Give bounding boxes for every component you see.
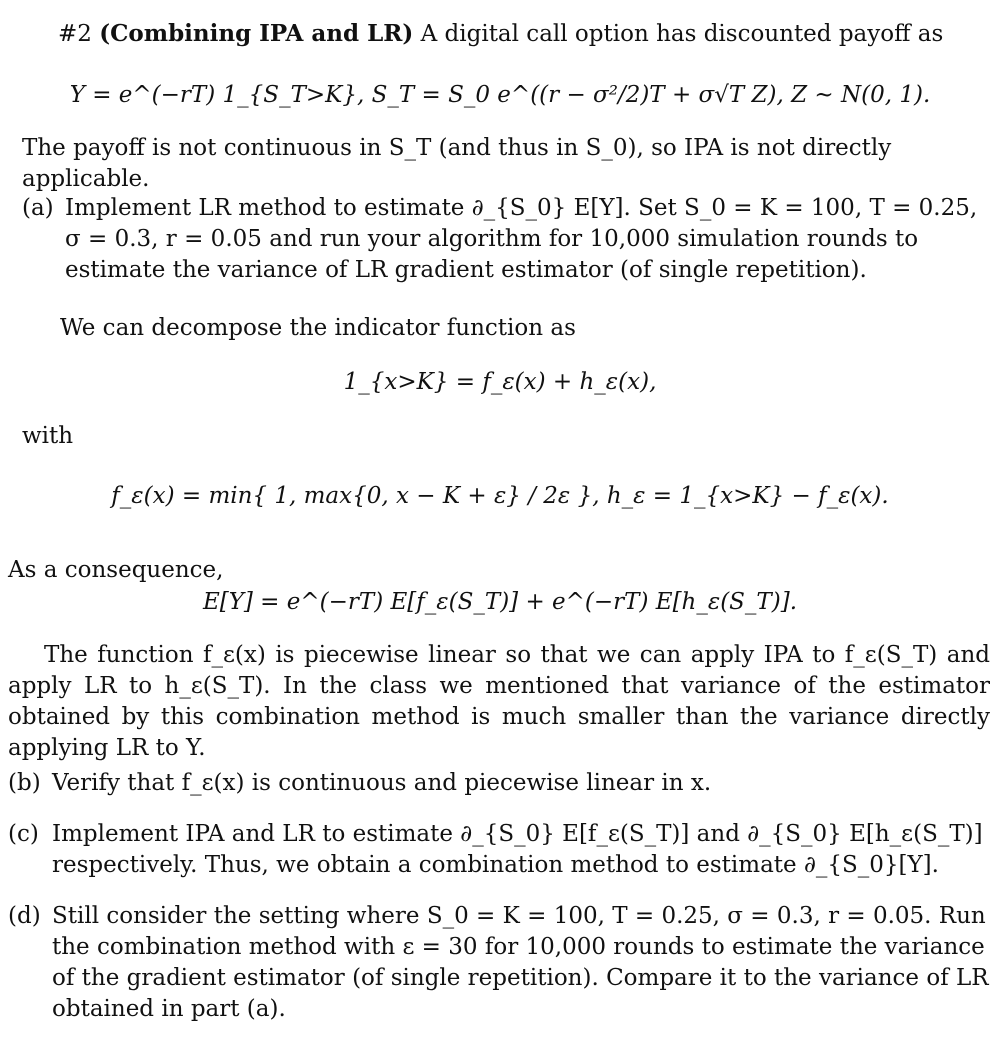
part-b xyxy=(8,768,990,799)
part-a-label: (a) xyxy=(22,195,54,221)
part-a xyxy=(8,193,990,286)
part-c-label: (c) xyxy=(8,821,39,847)
problem-title: (Combining IPA and LR) xyxy=(99,20,414,47)
not-continuous-text: The payoff is not continuous in S_T (and thus in S_0), so IPA is not directly applicable. xyxy=(22,135,892,192)
payoff-equation: Y = e^(−rT) 1_{S_T>K}, S_T = S_0 e^((r − σ²/2)T + σ√T Z), Z ~ N(0, 1). xyxy=(69,82,931,108)
consequence-text: As a consequence, xyxy=(8,557,224,583)
part-a-text: Implement LR method to estimate ∂_{S_0} E[Y]. Set S_0 = K = 100, T = 0.25, σ = 0.3, r = 0.05 and run your algorithm for 10,000 simulation rounds to estimate the variance of LR gradient estimator (of single repetition). xyxy=(65,195,978,283)
problem-number: #2 xyxy=(58,21,92,47)
part-c-text: Implement IPA and LR to estimate ∂_{S_0} E[f_ε(S_T)] and ∂_{S_0} E[h_ε(S_T)] respectively. Thus, we obtain a combination method to estimate ∂_{S_0}[Y]. xyxy=(52,821,983,878)
part-b-text: Verify that f_ε(x) is continuous and piecewise linear in x. xyxy=(52,770,712,796)
part-d xyxy=(8,901,990,1025)
part-d-label: (d) xyxy=(8,903,41,929)
part-d-text: Still consider the setting where S_0 = K = 100, T = 0.25, σ = 0.3, r = 0.05. Run the combination method with ε = 30 for 10,000 rounds to estimate the variance of the gradient estimator (of single repetition). Compare it to the variance of LR obtained in part (a). xyxy=(52,903,989,1022)
with-text: with xyxy=(22,423,74,449)
decompose-intro: We can decompose the indicator function as xyxy=(60,315,576,341)
expectation-equation: E[Y] = e^(−rT) E[f_ε(S_T)] + e^(−rT) E[h_ε(S_T)]. xyxy=(202,589,798,615)
piecewise-paragraph: The function f_ε(x) is piecewise linear so that we can apply IPA to f_ε(S_T) and apply LR to h_ε(S_T). In the class we mentioned that variance of the estimator obtained by this combination method is much smaller than the variance directly applying LR to Y. xyxy=(8,642,990,761)
problem-header xyxy=(58,18,988,50)
decomposition-equation: 1_{x>K} = f_ε(x) + h_ε(x), xyxy=(343,369,657,395)
definitions-equation: f_ε(x) = min{ 1, max{0, x − K + ε} / 2ε }, h_ε = 1_{x>K} − f_ε(x). xyxy=(111,483,889,509)
problem-intro: A digital call option has discounted payoff as xyxy=(420,21,944,47)
part-b-label: (b) xyxy=(8,770,41,796)
part-c xyxy=(8,819,990,881)
